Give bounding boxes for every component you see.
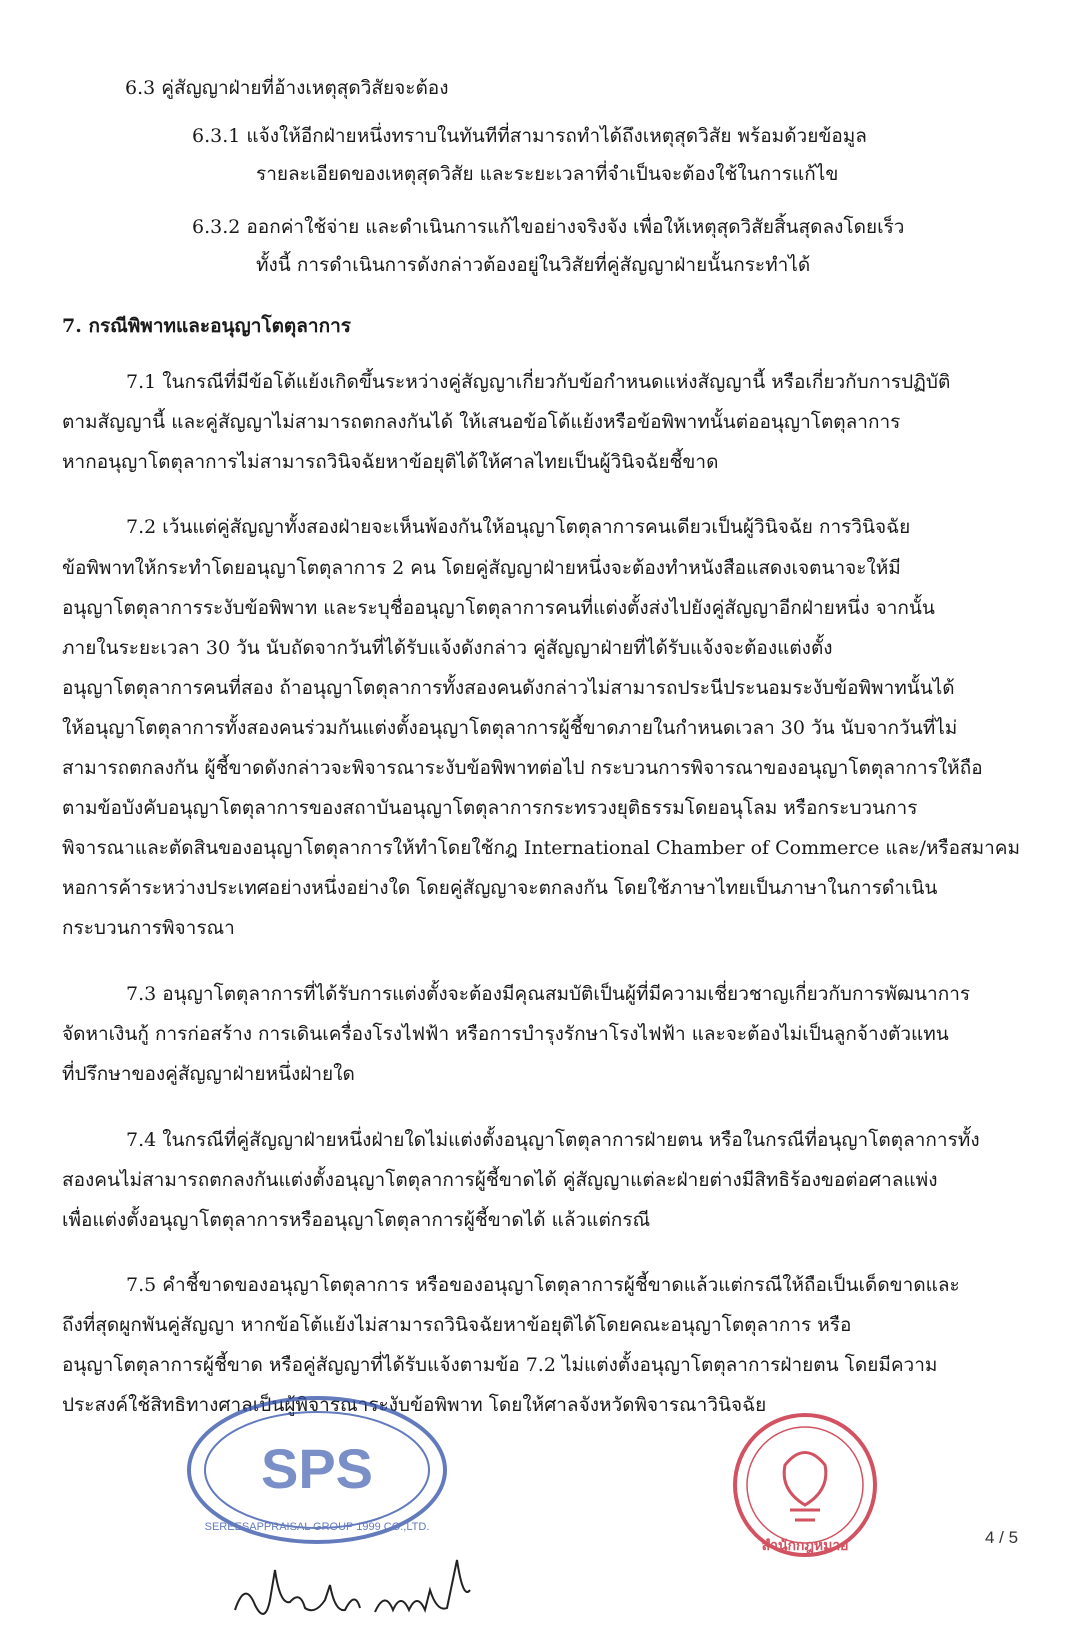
p71-line: หากอนุญาโตตุลาการไม่สามารถวินิจฉัยหาข้อยุติได้ให้ศาลไทยเป็นผู้วินิจฉัยชี้ขาด — [62, 451, 719, 473]
svg-text:SPS: SPS — [260, 1437, 374, 1500]
signature-icon — [225, 1530, 485, 1630]
p72-line: สามารถตกลงกัน ผู้ชี้ขาดดังกล่าวจะพิจารณาระงับข้อพิพาทต่อไป กระบวนการพิจารณาของอนุญาโตตุลาการให้ถือ — [62, 757, 983, 779]
page-number: 4 / 5 — [985, 1528, 1019, 1547]
svg-text:SEREESAPPRAISAL GROUP 1999 CO.: SEREESAPPRAISAL GROUP 1999 CO.,LTD. — [204, 1521, 430, 1533]
p72-line: อนุญาโตตุลาการคนที่สอง ถ้าอนุญาโตตุลาการทั้งสองคนดังกล่าวไม่สามารถประนีประนอมระงับข้อพิพาทนั้นได้ — [62, 677, 955, 699]
legal-office-seal-icon — [730, 1410, 880, 1560]
item-6-3-1-line-2: รายละเอียดของเหตุสุดวิสัย และระยะเวลาที่จำเป็นจะต้องใช้ในการแก้ไข — [256, 163, 839, 185]
item-6-3-1-line-1: 6.3.1 แจ้งให้อีกฝ่ายหนึ่งทราบในทันทีที่สามารถทำได้ถึงเหตุสุดวิสัย พร้อมด้วยข้อมูล — [192, 125, 867, 147]
p72-line: ให้อนุญาโตตุลาการทั้งสองคนร่วมกันแต่งตั้งอนุญาโตตุลาการผู้ชี้ขาดภายในกำหนดเวลา 30 วัน นับจากวันที่ไม่ — [62, 717, 958, 739]
p72-line: ภายในระยะเวลา 30 วัน นับถัดจากวันที่ได้รับแจ้งดังกล่าว คู่สัญญาฝ่ายที่ได้รับแจ้งจะต้องแต่งตั้ง — [62, 637, 833, 659]
p74-line: สองคนไม่สามารถตกลงกันแต่งตั้งอนุญาโตตุลาการผู้ชี้ขาดได้ คู่สัญญาแต่ละฝ่ายต่างมีสิทธิร้องขอต่อศาลแพ่ง — [62, 1169, 938, 1191]
p72-line: 7.2 เว้นแต่คู่สัญญาทั้งสองฝ่ายจะเห็นพ้องกันให้อนุญาโตตุลาการคนเดียวเป็นผู้วินิจฉัย การวินิจฉัย — [126, 516, 911, 538]
company-stamp-icon — [182, 1390, 452, 1550]
p72-line: ข้อพิพาทให้กระทำโดยอนุญาโตตุลาการ 2 คน โดยคู่สัญญาฝ่ายหนึ่งจะต้องทำหนังสือแสดงเจตนาจะให้มี — [62, 557, 901, 579]
p72-line: ตามข้อบังคับอนุญาโตตุลาการของสถาบันอนุญาโตตุลาการกระทรวงยุติธรรมโดยอนุโลม หรือกระบวนการ — [62, 797, 918, 819]
p73-line: จัดหาเงินกู้ การก่อสร้าง การเดินเครื่องโรงไฟฟ้า หรือการบำรุงรักษาโรงไฟฟ้า และจะต้องไม่เป็นลูกจ้างตัวแทน — [62, 1023, 949, 1045]
item-6-3-2-line-1: 6.3.2 ออกค่าใช้จ่าย และดำเนินการแก้ไขอย่างจริงจัง เพื่อให้เหตุสุดวิสัยสิ้นสุดลงโดยเร็ว — [192, 216, 905, 238]
svg-text:สำนักกฎหมาย: สำนักกฎหมาย — [761, 1538, 849, 1554]
p75-line: อนุญาโตตุลาการผู้ชี้ขาด หรือคู่สัญญาที่ได้รับแจ้งตามข้อ 7.2 ไม่แต่งตั้งอนุญาโตตุลาการฝ่ายตน โดยมีความ — [62, 1354, 938, 1376]
p71-line: ตามสัญญานี้ และคู่สัญญาไม่สามารถตกลงกันได้ ให้เสนอข้อโต้แย้งหรือข้อพิพาทนั้นต่ออนุญาโตตุลาการ — [62, 411, 901, 433]
section-7-heading: 7. กรณีพิพาทและอนุญาโตตุลาการ — [62, 315, 351, 337]
p72-line: พิจารณาและตัดสินของอนุญาโตตุลาการให้ทำโดยใช้กฎ International Chamber of Commerce และ/หรือสมาคม — [62, 837, 1021, 859]
item-6-3-2-line-2: ทั้งนี้ การดำเนินการดังกล่าวต้องอยู่ในวิสัยที่คู่สัญญาฝ่ายนั้นกระทำได้ — [256, 254, 811, 276]
p75-line: ประสงค์ใช้สิทธิทางศาลเป็นผู้พิจารณาระงับข้อพิพาท โดยให้ศาลจังหวัดพิจารณาวินิจฉัย — [62, 1394, 767, 1416]
p71-line: 7.1 ในกรณีที่มีข้อโต้แย้งเกิดขึ้นระหว่างคู่สัญญาเกี่ยวกับข้อกำหนดแห่งสัญญานี้ หรือเกี่ยวกับการปฏิบัติ — [126, 371, 951, 393]
p75-line: ถึงที่สุดผูกพันคู่สัญญา หากข้อโต้แย้งไม่สามารถวินิจฉัยหาข้อยุติได้โดยคณะอนุญาโตตุลาการ หรือ — [62, 1314, 852, 1336]
p72-line: กระบวนการพิจารณา — [62, 917, 235, 939]
p73-line: ที่ปรึกษาของคู่สัญญาฝ่ายหนึ่งฝ่ายใด — [62, 1063, 355, 1085]
p74-line: เพื่อแต่งตั้งอนุญาโตตุลาการหรืออนุญาโตตุลาการผู้ชี้ขาดได้ แล้วแต่กรณี — [62, 1209, 651, 1231]
p72-line: หอการค้าระหว่างประเทศอย่างหนึ่งอย่างใด โดยคู่สัญญาจะตกลงกัน โดยใช้ภาษาไทยเป็นภาษาในการดำเนิน — [62, 877, 938, 899]
section-6-3-heading: 6.3 คู่สัญญาฝ่ายที่อ้างเหตุสุดวิสัยจะต้อง — [125, 77, 449, 99]
p72-line: อนุญาโตตุลาการระงับข้อพิพาท และระบุชื่ออนุญาโตตุลาการคนที่แต่งตั้งส่งไปยังคู่สัญญาอีกฝ่ายหนึ่ง จากนั้น — [62, 597, 935, 619]
p74-line: 7.4 ในกรณีที่คู่สัญญาฝ่ายหนึ่งฝ่ายใดไม่แต่งตั้งอนุญาโตตุลาการฝ่ายตน หรือในกรณีที่อนุญาโตตุลาการทั้ง — [126, 1129, 980, 1151]
p75-line: 7.5 คำชี้ขาดของอนุญาโตตุลาการ หรือของอนุญาโตตุลาการผู้ชี้ขาดแล้วแต่กรณีให้ถือเป็นเด็ดขาดและ — [126, 1274, 960, 1296]
p73-line: 7.3 อนุญาโตตุลาการที่ได้รับการแต่งตั้งจะต้องมีคุณสมบัติเป็นผู้ที่มีความเชี่ยวชาญเกี่ยวกับการพัฒนาการ — [126, 983, 971, 1005]
